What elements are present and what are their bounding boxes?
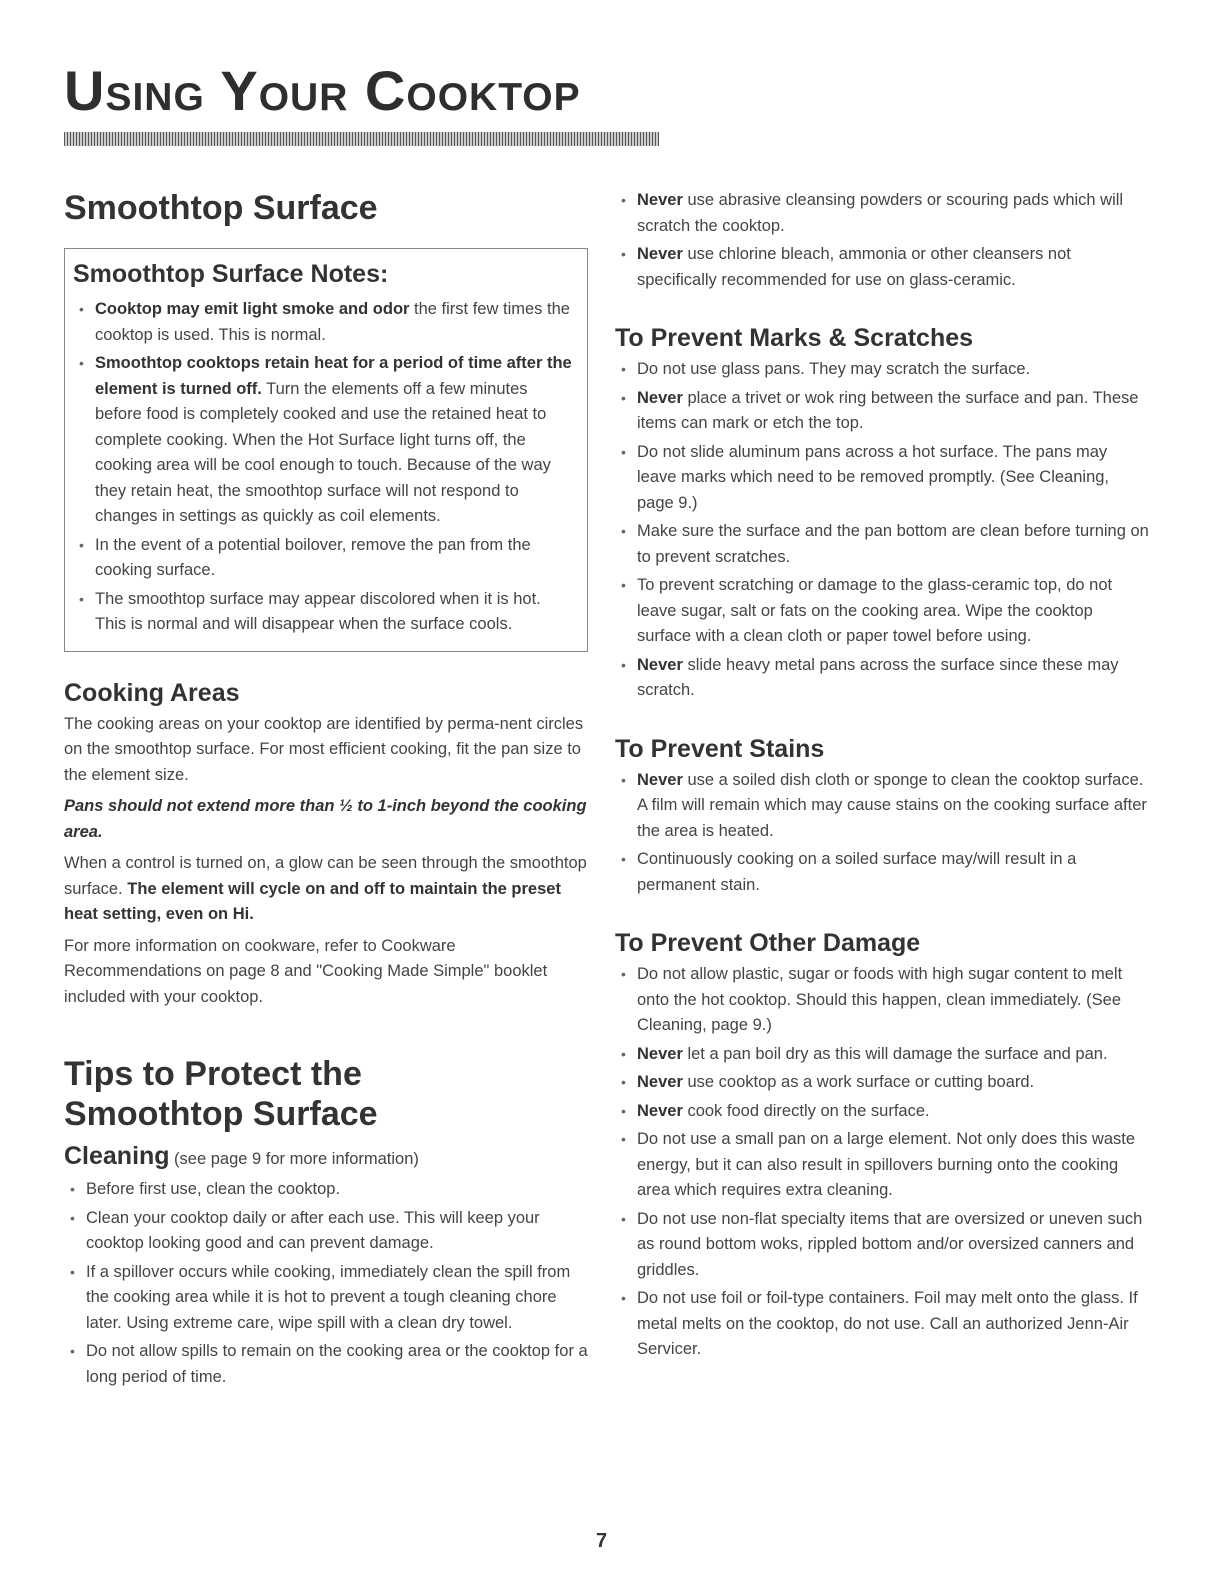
cooking-areas-glow-paragraph: When a control is turned on, a glow can be seen through the smoothtop surface. The element will cycle on and off to maintain the preset heat setting, even on Hi. bbox=[64, 854, 587, 923]
cooking-areas-warning: Pans should not extend more than ½ to 1-inch beyond the cooking area. bbox=[64, 797, 587, 841]
list-item: • Do not use foil or foil-type containers. Foil may melt onto the glass. If metal melts on the cooktop, do not use. Call an authorized Jenn-Air Servicer. bbox=[615, 1286, 1150, 1363]
left-column bbox=[64, 188, 590, 1393]
list-item: • Cooktop may emit light smoke and odor the first few times the cooktop is used. This is normal. bbox=[73, 297, 573, 348]
marks-heading: To Prevent Marks & Scratches bbox=[615, 324, 974, 352]
list-item: • Never use abrasive cleansing powders or scouring pads which will scratch the cooktop. bbox=[615, 188, 1150, 239]
list-item: • Smoothtop cooktops retain heat for a period of time after the element is turned off. Turn the elements off a few minutes before food is completely cooked and use the retained heat to complete cooking. When the Hot Surface light turns off, the cooking area will be cool enough to touch. Because of the way they retain heat, the smoothtop surface will not respond to changes in settings as quickly as coil elements. bbox=[73, 351, 573, 530]
stains-heading: To Prevent Stains bbox=[615, 734, 825, 763]
list-item: • In the event of a potential boilover, remove the pan from the cooking surface. bbox=[73, 533, 573, 584]
list-item: • Do not allow plastic, sugar or foods with high sugar content to melt onto the hot cooktop. Should this happen, clean immediately. (See Cleaning, page 9.) bbox=[615, 962, 1150, 1039]
list-item: • Clean your cooktop daily or after each use. This will keep your cooktop looking good and can prevent damage. bbox=[64, 1206, 590, 1257]
list-item: • Continuously cooking on a soiled surface may/will result in a permanent stain. bbox=[615, 847, 1150, 898]
smoothtop-heading: Smoothtop Surface bbox=[64, 189, 378, 227]
list-item: • Before first use, clean the cooktop. bbox=[64, 1177, 590, 1203]
list-item: • To prevent scratching or damage to the glass-ceramic top, do not leave sugar, salt or fats on the cooking area. Wipe the cooktop surface with a clean cloth or paper towel before using. bbox=[615, 573, 1150, 650]
title-rule bbox=[64, 132, 659, 146]
list-item: • Never use cooktop as a work surface or cutting board. bbox=[615, 1070, 1150, 1096]
list-item: • Do not use non-flat specialty items that are oversized or uneven such as round bottom woks, rippled bottom and/or oversized canners and griddles. bbox=[615, 1207, 1150, 1284]
cooking-areas-more-info: For more information on cookware, refer to Cookware Recommendations on page 8 and "Cooking Made Simple" booklet included with your cooktop. bbox=[64, 936, 548, 1006]
marks-list bbox=[615, 357, 1150, 704]
list-item: • Do not slide aluminum pans across a hot surface. The pans may leave marks which need to be removed promptly. (See Cleaning, page 9.) bbox=[615, 440, 1150, 517]
damage-list bbox=[615, 962, 1150, 1363]
list-item: • Never slide heavy metal pans across the surface since these may scratch. bbox=[615, 653, 1150, 704]
list-item: • Do not allow spills to remain on the cooking area or the cooktop for a long period of time. bbox=[64, 1339, 590, 1390]
list-item: • If a spillover occurs while cooking, immediately clean the spill from the cooking area while it is hot to prevent a tough cleaning chore later. Using extreme care, wipe spill with a clean dry towel. bbox=[64, 1260, 590, 1337]
list-item: • Never cook food directly on the surface. bbox=[615, 1099, 1150, 1125]
notes-box bbox=[64, 248, 588, 652]
list-item: • Never let a pan boil dry as this will damage the surface and pan. bbox=[615, 1042, 1150, 1068]
cleaning-heading-row bbox=[64, 1142, 590, 1171]
stains-list bbox=[615, 768, 1150, 899]
list-item: • Do not use a small pan on a large element. Not only does this waste energy, but it can also result in spillovers burning onto the cooking area which requires extra cleaning. bbox=[615, 1127, 1150, 1204]
cleaning-heading: Cleaning bbox=[64, 1142, 170, 1170]
page-title: Using Your Cooktop bbox=[64, 59, 581, 122]
tips-heading: Tips to Protect the Smoothtop Surface bbox=[64, 1055, 378, 1133]
page-number: 7 bbox=[596, 1530, 608, 1552]
cleaning-continued-list bbox=[615, 188, 1150, 293]
damage-heading: To Prevent Other Damage bbox=[615, 929, 921, 957]
list-item: • Do not use glass pans. They may scratch the surface. bbox=[615, 357, 1150, 383]
notes-heading: Smoothtop Surface Notes: bbox=[73, 260, 389, 288]
cleaning-list bbox=[64, 1177, 590, 1390]
list-item: • Never place a trivet or wok ring between the surface and pan. These items can mark or etch the top. bbox=[615, 386, 1150, 437]
list-item: • The smoothtop surface may appear discolored when it is hot. This is normal and will disappear when the surface cools. bbox=[73, 587, 573, 638]
list-item: • Make sure the surface and the pan bottom are clean before turning on to prevent scratches. bbox=[615, 519, 1150, 570]
list-item: • Never use a soiled dish cloth or sponge to clean the cooktop surface. A film will remain which may cause stains on the cooking surface after the area is heated. bbox=[615, 768, 1150, 845]
cooking-areas-paragraph: The cooking areas on your cooktop are identified by perma-nent circles on the smoothtop surface. For most efficient cooking, fit the pan size to the element size. bbox=[64, 714, 584, 784]
right-column bbox=[615, 188, 1150, 1366]
list-item: • Never use chlorine bleach, ammonia or other cleansers not specifically recommended for use on glass-ceramic. bbox=[615, 242, 1150, 293]
cooking-areas-heading: Cooking Areas bbox=[64, 678, 240, 707]
notes-list bbox=[73, 297, 573, 638]
cleaning-note: (see page 9 for more information) bbox=[174, 1150, 419, 1168]
